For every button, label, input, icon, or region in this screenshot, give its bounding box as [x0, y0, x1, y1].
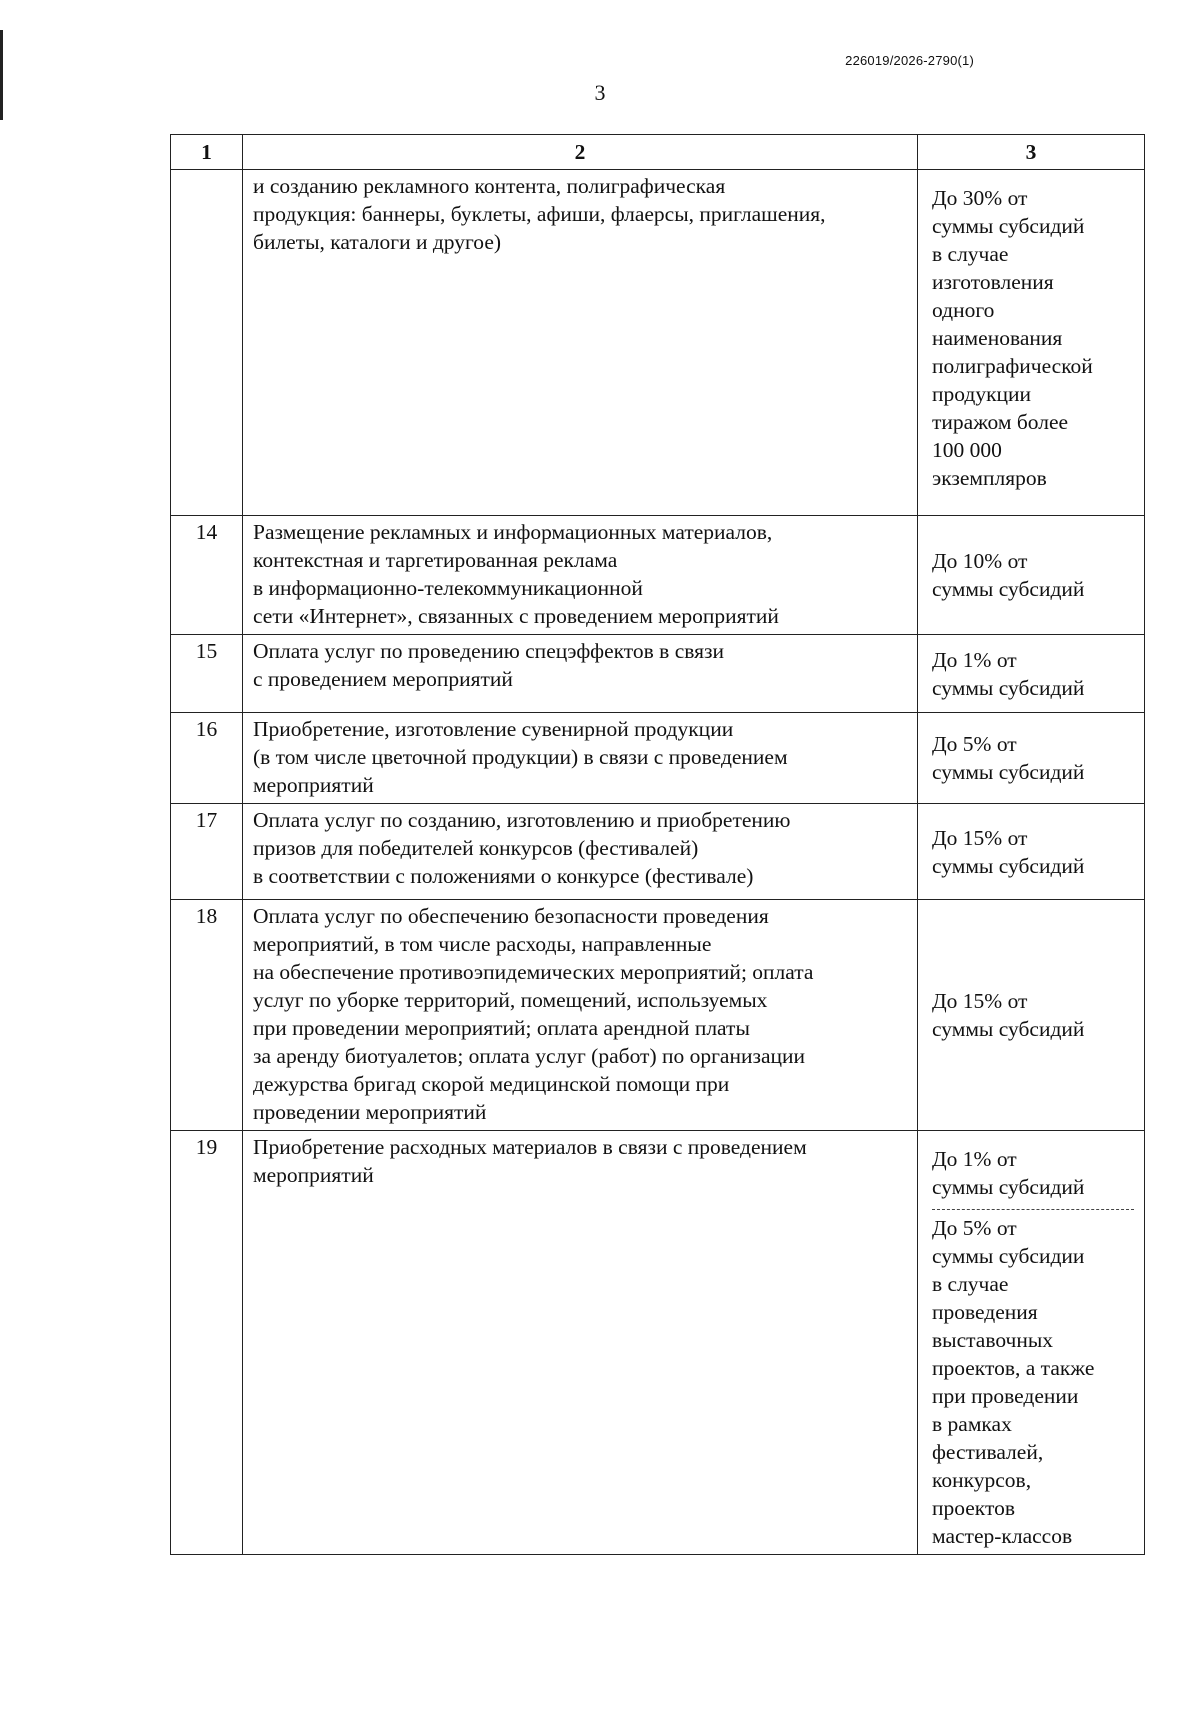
description-line: мероприятий [253, 1163, 374, 1187]
description-line: сети «Интернет», связанных с проведением мероприятий [253, 604, 779, 628]
limit-line: полиграфической [932, 354, 1093, 378]
expense-description [243, 900, 918, 1131]
expense-description [243, 1131, 918, 1555]
table-row [171, 516, 1145, 635]
table-row [171, 900, 1145, 1131]
limit-extra-line: выставочных [932, 1328, 1054, 1352]
limit-line: До 15% от [932, 989, 1028, 1013]
table-row [171, 1131, 1145, 1555]
expense-limit [918, 713, 1145, 804]
description-line: в соответствии с положениями о конкурсе (фестивале) [253, 864, 754, 888]
limit-line: суммы субсидий [932, 577, 1085, 601]
table-row [171, 713, 1145, 804]
document-id: 226019/2026-2790(1) [845, 53, 974, 68]
description-line: дежурства бригад скорой медицинской помощи при [253, 1072, 730, 1096]
table-row [171, 170, 1145, 516]
limit-line: суммы субсидий [932, 1175, 1085, 1199]
expense-limit [918, 1131, 1145, 1555]
description-line: Приобретение, изготовление сувенирной продукции [253, 717, 734, 741]
expense-limit [918, 804, 1145, 900]
limit-line: До 5% от [932, 732, 1017, 756]
limit-line: тиражом более [932, 410, 1069, 434]
expense-description [243, 713, 918, 804]
expense-description [243, 516, 918, 635]
row-number [171, 170, 243, 516]
description-line: (в том числе цветочной продукции) в связи с проведением [253, 745, 788, 769]
limit-extra-line: в рамках [932, 1412, 1012, 1436]
row-number: 17 [171, 804, 243, 900]
description-line: мероприятий, в том числе расходы, направленные [253, 932, 712, 956]
description-line: Оплата услуг по созданию, изготовлению и приобретению [253, 808, 791, 832]
limit-extra-line: проектов [932, 1496, 1015, 1520]
limit-extra-line: проектов, а также [932, 1356, 1095, 1380]
description-line: проведении мероприятий [253, 1100, 487, 1124]
limit-line: продукции [932, 382, 1032, 406]
expense-description [243, 170, 918, 516]
row-number: 14 [171, 516, 243, 635]
limit-line: изготовления [932, 270, 1054, 294]
expense-description [243, 635, 918, 713]
expense-limit [918, 635, 1145, 713]
description-line: контекстная и таргетированная реклама [253, 548, 618, 572]
description-line: с проведением мероприятий [253, 667, 513, 691]
table-row [171, 635, 1145, 713]
limit-line: одного [932, 298, 995, 322]
limit-line: До 1% от [932, 647, 1017, 672]
description-line: продукция: баннеры, буклеты, афиши, флаерсы, приглашения, [253, 202, 826, 226]
limit-line: наименования [932, 326, 1063, 350]
table-header-row [171, 135, 1145, 170]
limit-line: суммы субсидий [932, 760, 1085, 784]
description-line: в информационно-телекоммуникационной [253, 576, 643, 600]
limit-line: суммы субсидий [932, 214, 1085, 238]
description-line: Приобретение расходных материалов в связи с проведением [253, 1135, 807, 1159]
limit-extra-line: конкурсов, [932, 1468, 1032, 1492]
limit-extra-line: мастер-классов [932, 1524, 1073, 1548]
scan-edge [0, 30, 3, 120]
limit-line: суммы субсидий [932, 853, 1085, 878]
limit-line: в случае [932, 242, 1009, 266]
limit-line: До 30% от [932, 186, 1028, 210]
limit-line: До 1% от [932, 1147, 1017, 1171]
row-number: 18 [171, 900, 243, 1131]
limit-extra-line: суммы субсидии [932, 1244, 1085, 1268]
description-line: при проведении мероприятий; оплата арендной платы [253, 1016, 750, 1040]
expense-limit [918, 170, 1145, 516]
description-line: билеты, каталоги и другое) [253, 230, 502, 254]
description-line: услуг по уборке территорий, помещений, используемых [253, 988, 768, 1012]
description-line: за аренду биотуалетов; оплата услуг (работ) по организации [253, 1044, 806, 1068]
limit-line: 100 000 [932, 438, 1002, 462]
limit-line: До 10% от [932, 549, 1028, 573]
description-line: на обеспечение противоэпидемических мероприятий; оплата [253, 960, 814, 984]
limit-extra-line: проведения [932, 1300, 1038, 1324]
expense-limit [918, 516, 1145, 635]
column-header-1: 1 [171, 135, 243, 170]
column-header-2: 2 [243, 135, 918, 170]
table-row [171, 804, 1145, 900]
expense-table [170, 134, 1145, 1555]
limit-line: суммы субсидий [932, 1017, 1085, 1041]
description-line: Размещение рекламных и информационных материалов, [253, 520, 773, 544]
description-line: мероприятий [253, 773, 374, 797]
row-number: 19 [171, 1131, 243, 1555]
description-line: Оплата услуг по обеспечению безопасности проведения [253, 904, 769, 928]
limit-extra-line: при проведении [932, 1384, 1079, 1408]
description-line: призов для победителей конкурсов (фестивалей) [253, 836, 699, 860]
limit-extra-line: фестивалей, [932, 1440, 1044, 1464]
limit-line: суммы субсидий [932, 675, 1085, 700]
expense-description [243, 804, 918, 900]
description-line: Оплата услуг по проведению спецэффектов в связи [253, 639, 724, 663]
row-number: 15 [171, 635, 243, 713]
limit-extra-line: До 5% от [932, 1216, 1017, 1240]
description-line: и созданию рекламного контента, полиграфическая [253, 174, 726, 198]
page-number: 3 [594, 80, 606, 105]
column-header-3: 3 [918, 135, 1145, 170]
expense-limit [918, 900, 1145, 1131]
row-number: 16 [171, 713, 243, 804]
limit-line: экземпляров [932, 466, 1047, 490]
limit-line: До 15% от [932, 825, 1028, 850]
limit-extra-line: в случае [932, 1272, 1009, 1296]
